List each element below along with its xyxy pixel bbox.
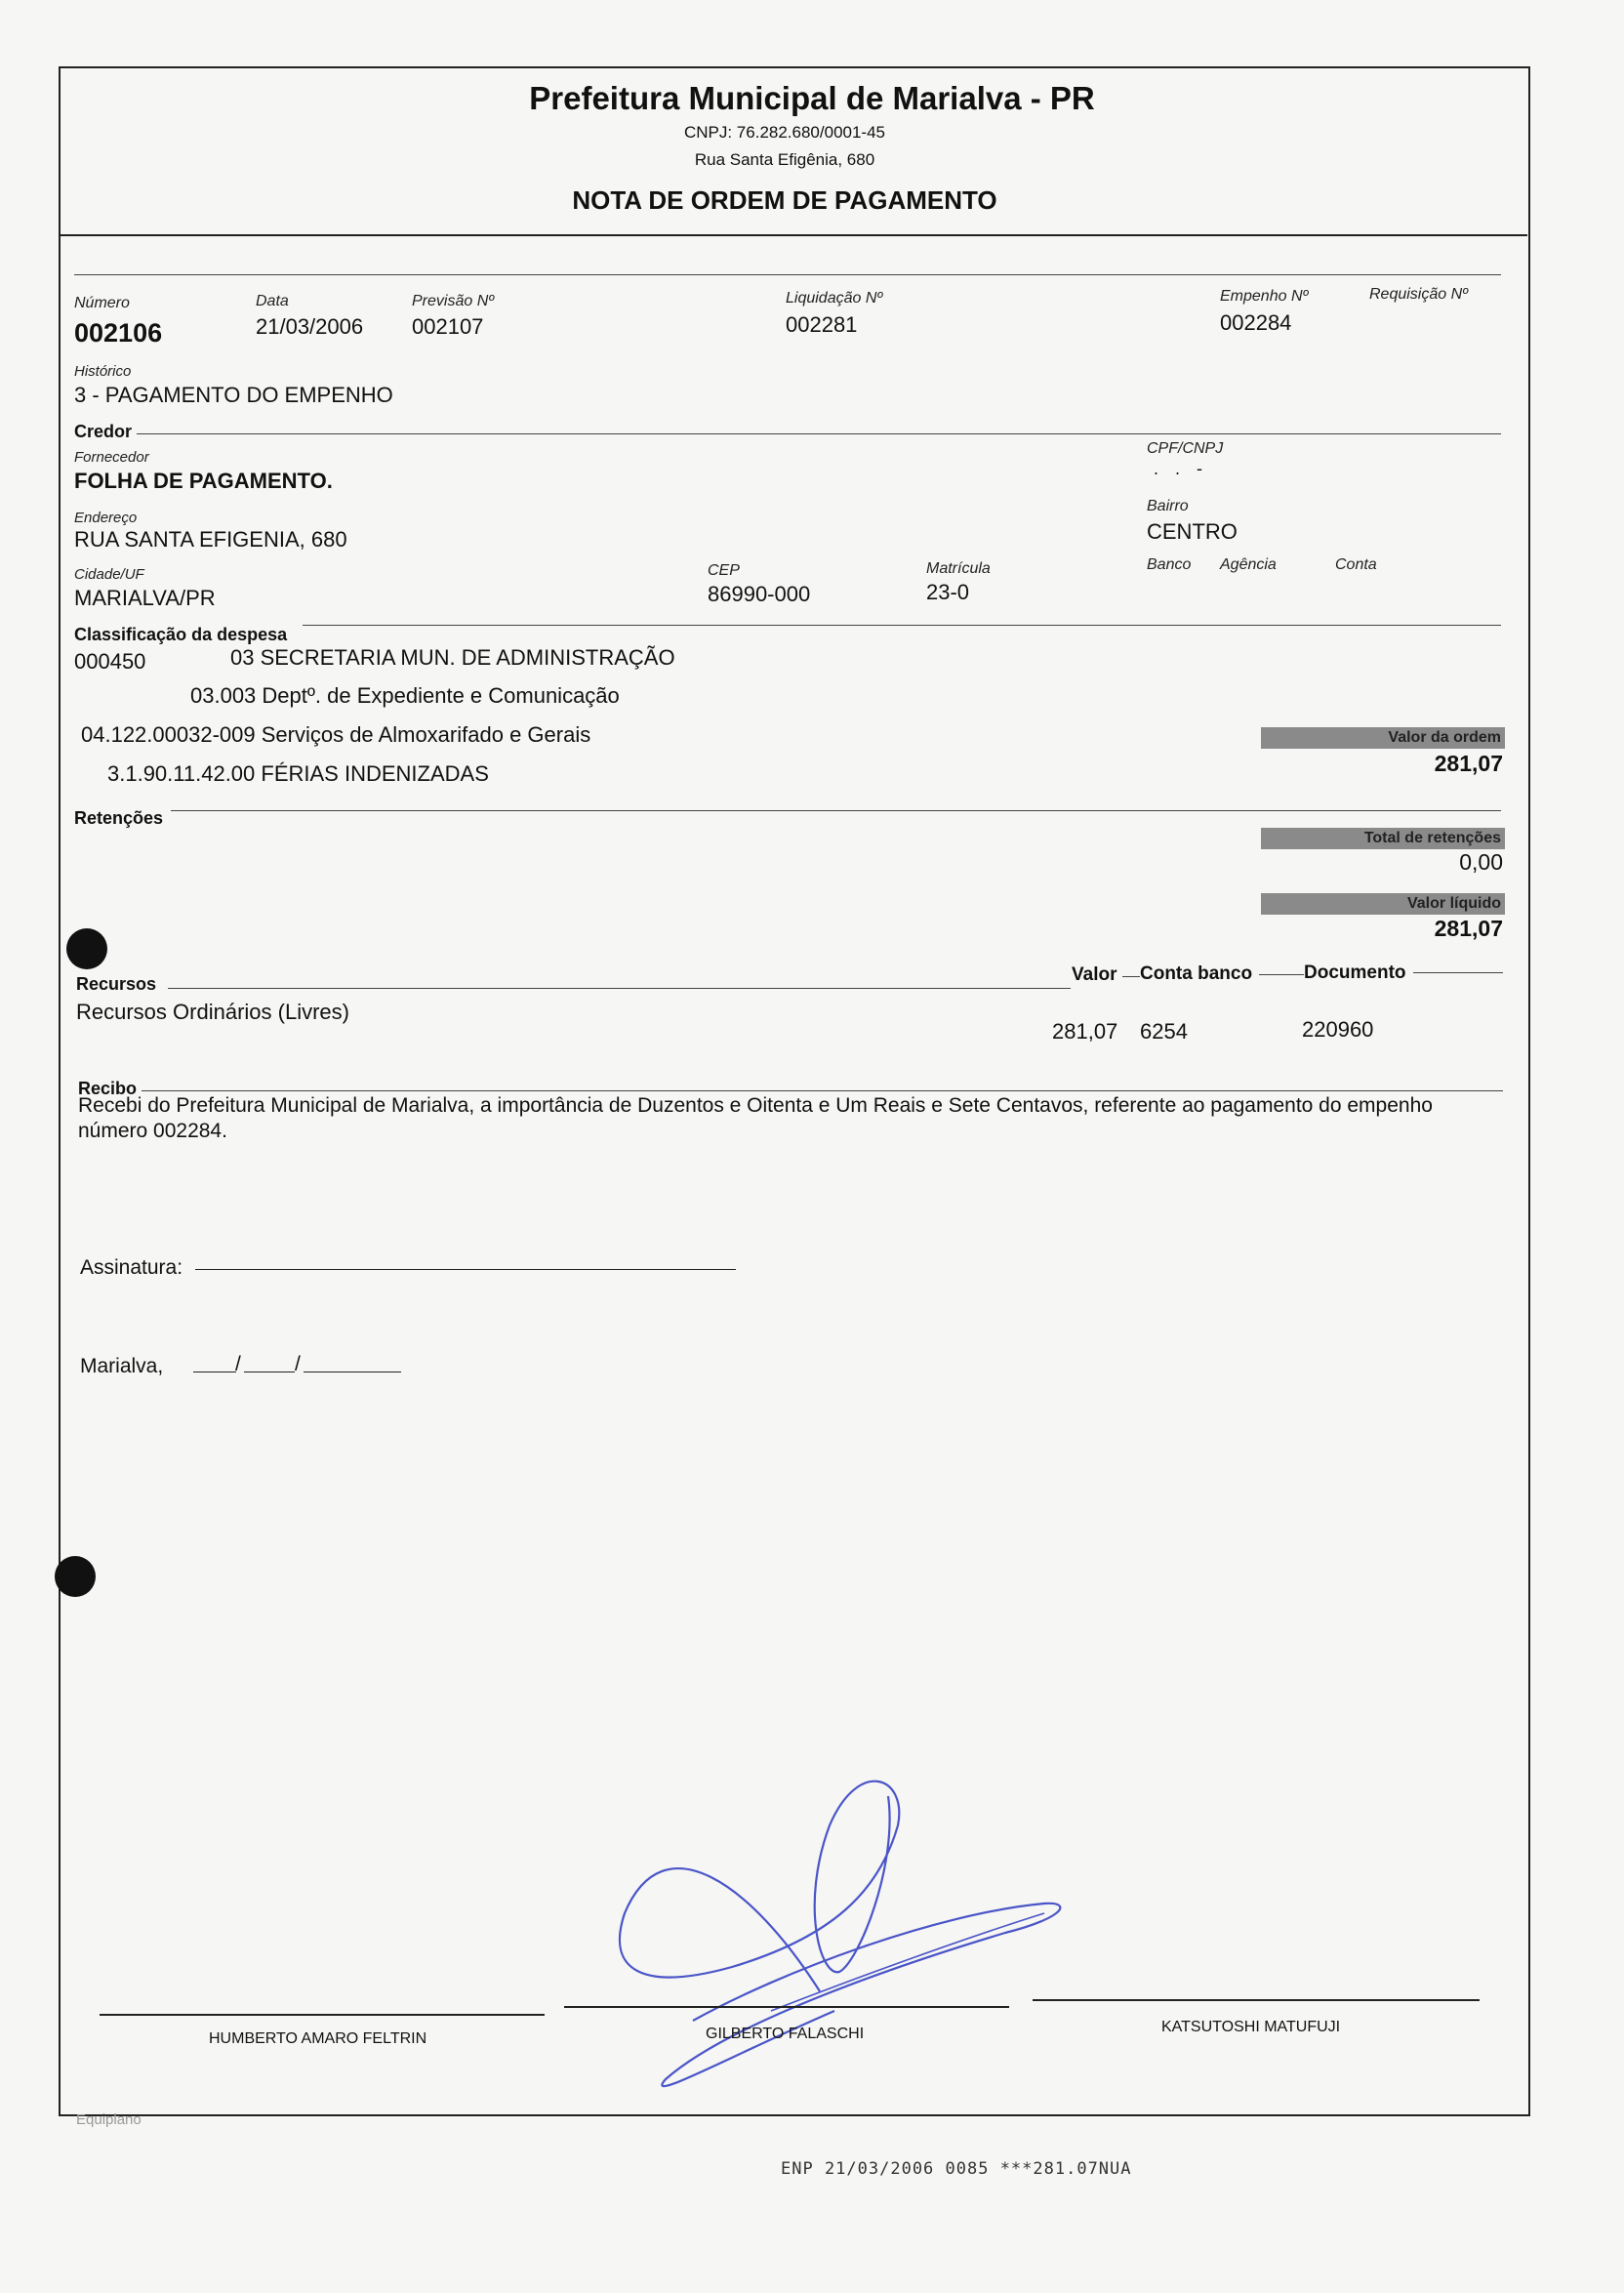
- classificacao-code: 000450: [74, 649, 146, 674]
- handwritten-signature: [586, 1767, 1093, 2099]
- recursos-conta-label: Conta banco: [1140, 963, 1253, 984]
- recursos-line-end: [1413, 972, 1503, 973]
- assinatura-line: [195, 1269, 736, 1270]
- assinatura-label: Assinatura:: [80, 1256, 183, 1279]
- total-retencoes-label: Total de retenções: [1261, 828, 1505, 849]
- recursos-documento: 220960: [1302, 1017, 1374, 1042]
- bank-stamp: ENP 21/03/2006 0085 ***281.07NUA: [781, 2159, 1132, 2179]
- recursos-line-left: [168, 988, 1071, 989]
- document-title: NOTA DE ORDEM DE PAGAMENTO: [572, 185, 997, 215]
- total-retencoes-value: 0,00: [1459, 849, 1503, 875]
- conta-label: Conta: [1335, 556, 1377, 573]
- recursos-documento-label: Documento: [1304, 962, 1406, 983]
- cidade-value: MARIALVA/PR: [74, 586, 216, 610]
- bairro-label: Bairro: [1147, 498, 1189, 514]
- header-divider: [61, 234, 1527, 236]
- previsao-label: Previsão Nº: [412, 293, 495, 309]
- valor-liquido-value: 281,07: [1434, 916, 1503, 941]
- bairro-value: CENTRO: [1147, 519, 1238, 544]
- cpf-value: . . -: [1154, 459, 1208, 478]
- punch-hole-top: [66, 928, 107, 969]
- recibo-text: Recebi do Prefeitura Municipal de Marialva, a importância de Duzentos e Oitenta e Um Reais e Sete Centavos, referente ao pagamento do empenho número 002284.: [78, 1094, 1433, 1142]
- data-label: Data: [256, 293, 289, 309]
- agencia-label: Agência: [1220, 556, 1277, 573]
- recursos-conta: 6254: [1140, 1019, 1188, 1044]
- local-label: Marialva,: [80, 1355, 164, 1377]
- classificacao-line4: 3.1.90.11.42.00 FÉRIAS INDENIZADAS: [107, 761, 489, 786]
- recursos-valor-label: Valor: [1072, 964, 1117, 985]
- recursos-section-title: Recursos: [76, 974, 160, 995]
- equiplano-brand: Equiplano: [76, 2111, 142, 2128]
- liquidacao-label: Liquidação Nº: [786, 290, 883, 307]
- recursos-line-mid: [1122, 976, 1140, 977]
- numero-value: 002106: [74, 318, 163, 348]
- signature-name-3: KATSUTOSHI MATUFUJI: [1161, 2019, 1341, 2035]
- endereco-label: Endereço: [74, 510, 138, 526]
- data-value: 21/03/2006: [256, 314, 364, 339]
- cep-label: CEP: [708, 562, 740, 579]
- empenho-value: 002284: [1220, 310, 1292, 335]
- signature-name-2: GILBERTO FALASCHI: [706, 2026, 865, 2042]
- retencoes-section-title: Retenções: [74, 808, 167, 829]
- credor-section-title: Credor: [74, 422, 136, 442]
- punch-hole-bottom: [55, 1556, 96, 1597]
- ids-top-line: [74, 274, 1501, 275]
- cep-value: 86990-000: [708, 582, 811, 606]
- matricula-label: Matrícula: [926, 560, 991, 577]
- classificacao-line1: 03 SECRETARIA MUN. DE ADMINISTRAÇÃO: [230, 645, 675, 670]
- historico-label: Histórico: [74, 363, 132, 380]
- banco-label: Banco: [1147, 556, 1192, 573]
- recursos-line-right: [1259, 974, 1304, 975]
- classificacao-line2: 03.003 Deptº. de Expediente e Comunicação: [190, 683, 620, 708]
- classificacao-section-title: Classificação da despesa: [74, 625, 291, 645]
- date-slash-2: /: [295, 1353, 301, 1375]
- previsao-value: 002107: [412, 314, 484, 339]
- recibo-section-title: Recibo: [78, 1079, 141, 1099]
- credor-line: [137, 433, 1501, 434]
- recibo-line: [142, 1090, 1503, 1091]
- fornecedor-label: Fornecedor: [74, 449, 149, 466]
- valor-liquido-label: Valor líquido: [1261, 893, 1505, 915]
- cidade-label: Cidade/UF: [74, 566, 144, 583]
- historico-value: 3 - PAGAMENTO DO EMPENHO: [74, 383, 393, 407]
- requisicao-label: Requisição Nº: [1369, 286, 1468, 303]
- recursos-fonte: Recursos Ordinários (Livres): [76, 1000, 349, 1024]
- org-title: Prefeitura Municipal de Marialva - PR: [529, 80, 1095, 116]
- signature-name-1: HUMBERTO AMARO FELTRIN: [209, 2030, 427, 2047]
- signature-line-1: [100, 2014, 545, 2016]
- classificacao-line: [303, 625, 1501, 626]
- empenho-label: Empenho Nº: [1220, 288, 1309, 305]
- recursos-valor: 281,07: [1052, 1019, 1118, 1044]
- retencoes-line: [171, 810, 1501, 811]
- date-slash-1: /: [235, 1353, 241, 1375]
- valor-ordem-value: 281,07: [1434, 751, 1503, 776]
- cpf-label: CPF/CNPJ: [1147, 440, 1224, 457]
- signature-line-2: [564, 2006, 1009, 2008]
- numero-label: Número: [74, 295, 130, 311]
- org-cnpj: CNPJ: 76.282.680/0001-45: [683, 123, 886, 142]
- classificacao-line3: 04.122.00032-009 Serviços de Almoxarifado e Gerais: [81, 722, 591, 747]
- matricula-value: 23-0: [926, 580, 970, 604]
- valor-ordem-label: Valor da ordem: [1261, 727, 1505, 749]
- fornecedor-value: FOLHA DE PAGAMENTO.: [74, 469, 333, 493]
- org-address: Rua Santa Efigênia, 680: [694, 150, 875, 169]
- endereco-value: RUA SANTA EFIGENIA, 680: [74, 527, 347, 552]
- signature-line-3: [1033, 1999, 1480, 2001]
- liquidacao-value: 002281: [786, 312, 858, 337]
